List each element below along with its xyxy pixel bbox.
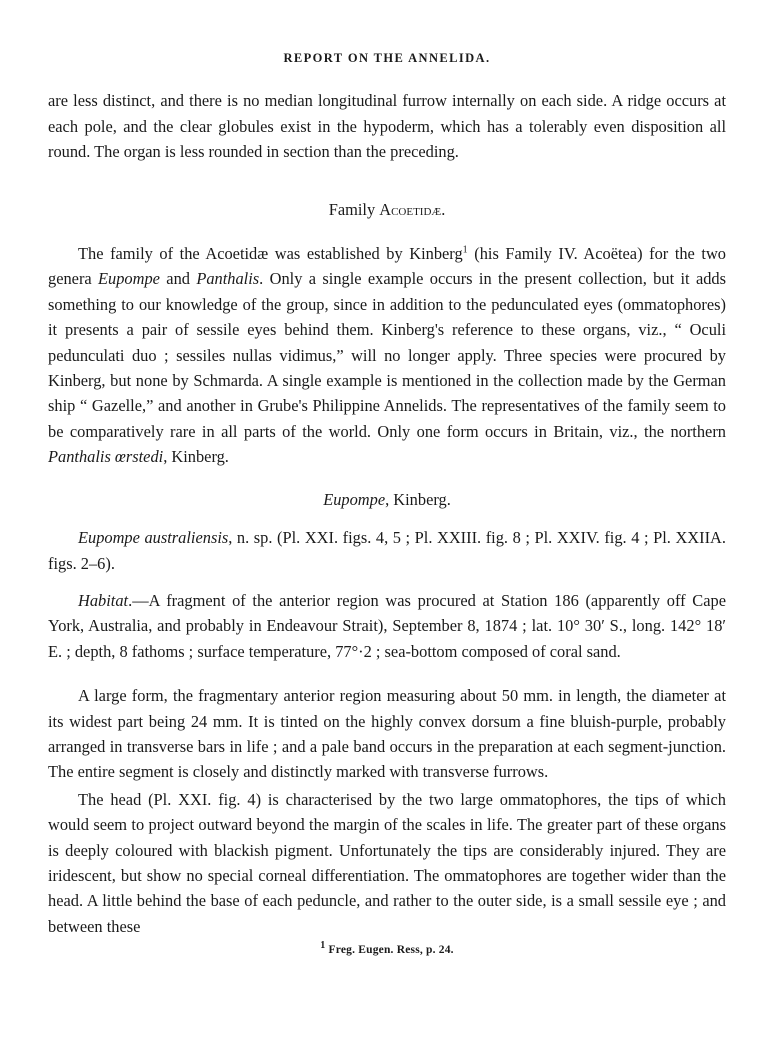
species-plates-a: , n. sp. (Pl. XXI. figs. 4, 5 ; Pl. XXIII. fig. 8 ; Pl. XXIV. fig. 4 ; Pl. XXII bbox=[228, 528, 711, 548]
habitat-label: Habitat bbox=[78, 590, 129, 610]
genus-heading-author: , Kinberg. bbox=[385, 489, 451, 509]
family-text-1: The family of the Acoetidæ was established by Kinberg bbox=[78, 244, 463, 264]
family-paragraph bbox=[48, 241, 726, 470]
genus-heading bbox=[48, 487, 726, 512]
running-head: REPORT ON THE ANNELIDA. bbox=[283, 51, 491, 65]
page bbox=[48, 46, 726, 958]
footnote-reference: 1 bbox=[462, 244, 468, 256]
species-plates-b: . figs. 2–6). bbox=[48, 528, 726, 573]
species-name: Eupompe australiensis bbox=[78, 528, 229, 548]
footnote-marker: 1 bbox=[320, 940, 326, 952]
species-panthalis-oerstedi: Panthalis œrstedi bbox=[48, 447, 164, 467]
family-heading-prefix: Family bbox=[328, 199, 380, 219]
footnote-text: Freg. Eugen. Ress, p. 24. bbox=[325, 944, 454, 957]
genus-panthalis: Panthalis bbox=[196, 269, 260, 289]
genus-heading-name: Eupompe bbox=[323, 489, 386, 509]
species-paragraph bbox=[48, 525, 726, 576]
family-text-5: , Kinberg. bbox=[163, 447, 229, 467]
habitat-paragraph bbox=[48, 588, 726, 664]
habitat-text: .—A fragment of the anterior region was procured at Station 186 (apparently off Cape York, Australia, and probably in Endeavour Strait), September 8, 1874 ; lat. 10° 30′ S., long. 142° 18′ E. ; depth, 8 fathoms ; surface temperature, 77°·2 ; sea-bottom composed of coral sand. bbox=[48, 590, 726, 661]
family-heading bbox=[48, 197, 726, 222]
species-plates-small: A bbox=[710, 528, 722, 548]
family-text-2: (his Family IV. Acoëtea) for the two genera bbox=[48, 244, 727, 289]
genus-eupompe: Eupompe bbox=[98, 269, 160, 289]
family-text-3: and bbox=[159, 269, 197, 289]
head-paragraph: The head (Pl. XXI. fig. 4) is characterised by the two large ommatophores, the tips of which would seem to project outward beyond the margin of the scales in life. The greater part of these organs is deeply coloured with blackish pigment. Unfortunately the tips are considerably injured. They are iridescent, but show no special corneal differentiation. The ommatophores are together wider than the head. A little behind the base of each peduncle, and rather to the outer side, is a small sessile eye ; and between these bbox=[48, 789, 726, 936]
description-paragraph: A large form, the fragmentary anterior region measuring about 50 mm. in length, the diameter at its widest part being 24 mm. It is tinted on the highly convex dorsum a fine bluish-purple, probably arranged in transverse bars in life ; and a pale band occurs in the preparation at each segment-junction. The entire segment is closely and distinctly marked with transverse furrows. bbox=[48, 686, 726, 782]
family-text-4: . Only a single example occurs in the present collection, but it adds something to our knowledge of the group, since in addition to the pedunculated eyes (ommatophores) it presents a pair of sessile eyes behind them. Kinberg's reference to these organs, viz., “ Oculi pedunculati duo ; sessiles nullas vidimus,” will no longer apply. Three species were procured by Kinberg, but none by Schmarda. A single example is mentioned in the collection made by the German ship “ Gazelle,” and another in Grube's Philippine Annelids. The representatives of the family seem to be comparatively rare in all parts of the world. Only one form occurs in Britain, viz., the northern bbox=[48, 269, 726, 441]
footnote bbox=[48, 942, 726, 958]
continued-paragraph: are less distinct, and there is no median longitudinal furrow internally on each side. A ridge occurs at each pole, and the clear globules exist in the hypoderm, which has a tolerably even disposition all round. The organ is less rounded in section than the preceding. bbox=[48, 91, 726, 162]
family-heading-name: Acoetidæ. bbox=[379, 199, 446, 219]
